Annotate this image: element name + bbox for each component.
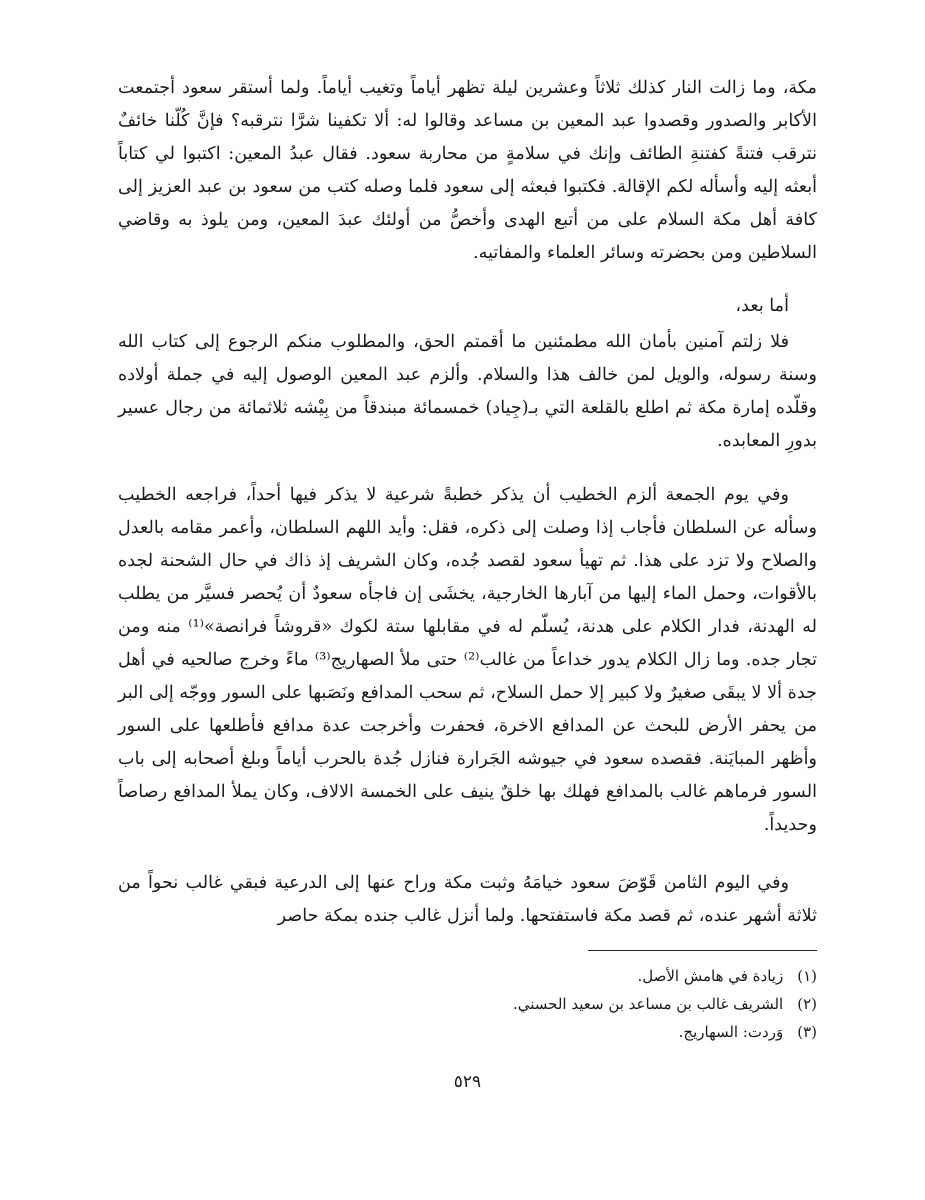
page-number: ٥٢٩: [453, 1072, 482, 1092]
footnote-1: [118, 962, 817, 990]
footnote-3: [118, 1018, 817, 1046]
footnote-number: (٢): [797, 995, 817, 1013]
paragraph-1: مكة، وما زالت النار كذلك ثلاثاً وعشرين ليلة تظهر أياماً وتغيب أياماً. ولما أستقر سعود أجتمعت الأكابر والصدور وقصدوا عبد المعين بن مساعد وقالوا له: ألا تكفينا شرَّا نترقبه؟ فإنَّ كُلّنا خائفٌ نترقب فتنةً كفتنةِ الطائف وإنك في سلامةٍ من محاربة سعود. فقال عبدُ المعين: اكتبوا لي كتاباً أبعثه إليه وأسأله لكم الإقالة. فكتبوا فبعثه إلى سعود فلما وصله كتب من سعود بن عبد العزيز إلى كافة أهل مكة السلام على من أتبع الهدى وأخصُّ من أولئك عبدَ المعين، ومن يلوذ به وقاضي السلاطين ومن بحضرته وسائر العلماء والمفاتيه.: [118, 78, 817, 263]
footnotes: [118, 962, 817, 1046]
book-page: [118, 66, 817, 1166]
paragraph-friday-sermon: وفي يوم الجمعة ألزم الخطيب أن يذكر خطبةً شرعية لا يذكر فيها أحداً، فراجعه الخطيب وسأله عن السلطان فأجاب إذا وصلت إلى ذكره، فقل: وأيد اللهم السلطان، وأعمر مقامه بالعدل والصلاح ولا تزد على هذا. ثم تهيأ سعود لقصد جُده، وكان الشريف إذ ذاك في حال الشحنة لجده بالأقوات، وحمل الماء إليها من آبارها الخارجية، يخشَى إن فاجأه سعودٌ أن يُحصر فسيَّر من يطلب له الهدنة، فدار الكلام على هدنة، يُسلّم له في مقابلها ستة لكوك «قروشاً فرانصة»⁽¹⁾ منه ومن تجار جده. وما زال الكلام يدور خداعاً من غالب⁽²⁾ حتى ملأ الصهاريج⁽³⁾ ماءً وخرج صالحيه في أهل جدة ألا لا يبقَى صغيرٌ ولا كبير إلا حمل السلاح، ثم سحب المدافع ونَصَبها على السور ووجّه إلى البر من يحفر الأرض للبحث عن المدافع الاخرة، فحفرت وأخرجت عدة مدافع فأطلعها على السور وأظهر المبايَنة. فقصده سعود في جيوشه الجَرارة فنازل جُدة بالحرب أياماً وبلغ أصحابه إلى باب السور فرماهم غالب بالمدافع فهلك بها خلقٌ ينيف على الخمسة الالاف، وكان يملأ المدافع رصاصاً وحديداً.: [118, 485, 817, 835]
footnote-number: (١): [797, 967, 817, 985]
paragraph-salutation: أما بعد،: [735, 296, 789, 316]
paragraph-letter-body: فلا زلتم آمنين بأمان الله مطمئنين ما أقمتم الحق، والمطلوب منكم الرجوع إلى كتاب الله وسنة رسوله، والويل لمن خالف هذا والسلام. وألزم عبد المعين الوصول إليه في جملة أولاده وقلّده إمارة مكة ثم اطلع بالقلعة التي بـ(جِياد) خمسمائة مبندقاً من بِيْشه ثلاثمائة من رجال عسير بدورِ المعابده.: [118, 332, 817, 451]
footnote-text: زيادة في هامش الأصل.: [637, 967, 784, 985]
paragraph-eighth-day: وفي اليوم الثامن قَوّضَ سعود خيامَهُ وثبت مكة وراح عنها إلى الدرعية فبقي غالب نحواً من ثلاثة أشهر عنده، ثم قصد مكة فاستفتحها. ولما أنزل غالب جنده بمكة حاصر: [118, 873, 817, 926]
footnote-text: وَردت: السهاريج.: [678, 1023, 784, 1041]
footnote-number: (٣): [797, 1023, 817, 1041]
footnote-text: الشريف غالب بن مساعد بن سعيد الحسني.: [512, 995, 784, 1013]
footnote-divider: [588, 950, 817, 951]
footnote-2: [118, 990, 817, 1018]
